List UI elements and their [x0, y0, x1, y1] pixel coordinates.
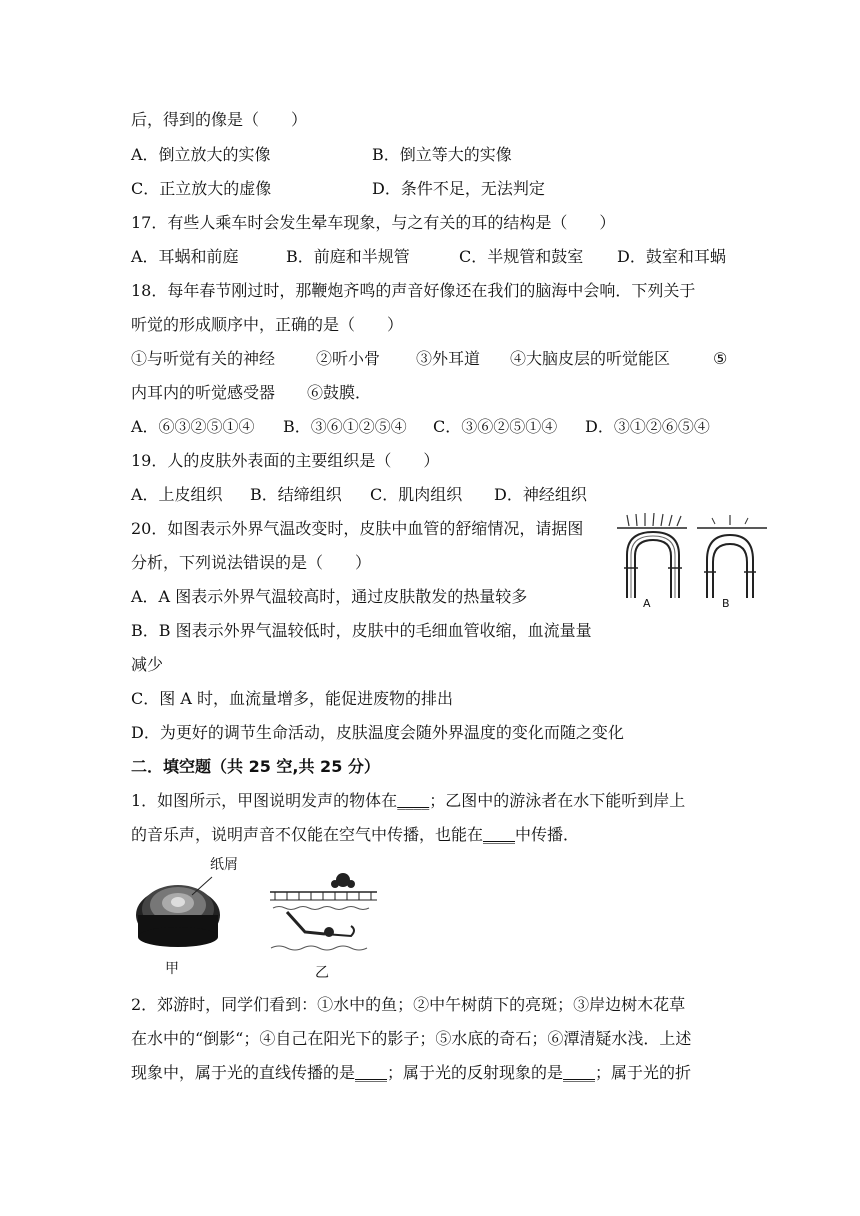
q17-option-b: B．前庭和半规管	[286, 247, 410, 266]
section-title: 二．填空题（共 25 空,共 25 分）	[131, 757, 380, 776]
q19-option-d: D．神经组织	[494, 485, 587, 504]
q17-option-d: D．鼓室和耳蜗	[617, 247, 726, 266]
q19-option-b: B．结缔组织	[250, 485, 342, 504]
figure-label-a: A	[643, 597, 651, 610]
figure-label-yi: 乙	[315, 965, 329, 981]
q18-item-3: ③外耳道	[416, 349, 481, 368]
q16-option-b: B．倒立等大的实像	[372, 145, 512, 164]
q20-option-b-line2: 减少	[131, 655, 164, 674]
q18-stem-line1: 18．每年春节刚过时，那鞭炮齐鸣的声音好像还在我们的脑海中会响．下列关于	[131, 281, 696, 300]
q16-option-c: C．正立放大的虚像	[131, 179, 272, 198]
q20-option-b-line1: B．B 图表示外界气温较低时，皮肤中的毛细血管收缩，血流量量	[131, 621, 592, 640]
q18-item-4: ④大脑皮层的听觉能区	[510, 349, 671, 368]
fill2-blank-2: ____	[563, 1063, 596, 1082]
fill2-blank-1: ____	[355, 1063, 388, 1082]
q17-option-a: A．耳蜗和前庭	[131, 247, 239, 266]
fill2-line1: 2．郊游时，同学们看到：①水中的鱼；②中午树荫下的亮斑；③岸边树木花草	[131, 995, 686, 1014]
q19-option-c: C．肌肉组织	[370, 485, 463, 504]
fill1-blank-1: ____	[397, 791, 430, 810]
figure-label-paper-scraps: 纸屑	[210, 857, 238, 873]
figure-label-b: B	[722, 597, 730, 610]
q18-option-b: B．③⑥①②⑤④	[283, 417, 407, 436]
fill1-blank-2: ____	[483, 825, 516, 844]
q19-stem: 19．人的皮肤外表面的主要组织是（ ）	[131, 451, 440, 470]
q19-option-a: A．上皮组织	[131, 485, 223, 504]
swimmer-figure	[265, 870, 380, 955]
fill1-line2: 的音乐声，说明声音不仅能在空气中传播，也能在____中传播．	[131, 825, 580, 844]
fill2-line2: 在水中的“倒影“；④自己在阳光下的影子；⑤水底的奇石；⑥潭清疑水浅．上述	[131, 1029, 692, 1048]
q16-option-a: A．倒立放大的实像	[131, 145, 271, 164]
blood-vessel-figure	[615, 510, 770, 615]
q17-option-c: C．半规管和鼓室	[459, 247, 584, 266]
q18-item-2: ②听小骨	[316, 349, 381, 368]
q18-stem-line2: 听觉的形成顺序中，正确的是（ ）	[131, 315, 404, 334]
q20-stem-line2: 分析，下列说法错误的是（ ）	[131, 553, 372, 572]
q16-option-d: D．条件不足，无法判定	[372, 179, 545, 198]
figure-label-jia: 甲	[165, 961, 179, 977]
q17-stem: 17．有些人乘车时会发生晕车现象，与之有关的耳的结构是（ ）	[131, 213, 616, 232]
q18-item-5: ⑤	[713, 349, 728, 368]
q20-stem-line1: 20．如图表示外界气温改变时，皮肤中血管的舒缩情况，请据图	[131, 519, 584, 538]
q20-option-a: A．A 图表示外界气温较高时，通过皮肤散发的热量较多	[131, 587, 528, 606]
q18-option-a: A．⑥③②⑤①④	[131, 417, 255, 436]
q20-option-d: D．为更好的调节生命活动，皮肤温度会随外界温度的变化而随之变化	[131, 723, 624, 742]
q18-option-c: C．③⑥②⑤①④	[433, 417, 558, 436]
fill1-line1: 1．如图所示，甲图说明发声的物体在____；乙图中的游泳者在水下能听到岸上	[131, 791, 686, 810]
q20-option-c: C．图 A 时，血流量增多，能促进废物的排出	[131, 689, 453, 708]
fill2-line3: 现象中，属于光的直线传播的是____；属于光的反射现象的是____；属于光的折	[131, 1063, 692, 1082]
q18-item-1: ①与听觉有关的神经	[131, 349, 276, 368]
q18-items-line2: 内耳内的听觉感受器 ⑥鼓膜．	[131, 383, 372, 402]
q18-option-d: D．③①②⑥⑤④	[585, 417, 710, 436]
q16-tail: 后，得到的像是（ ）	[131, 110, 308, 129]
